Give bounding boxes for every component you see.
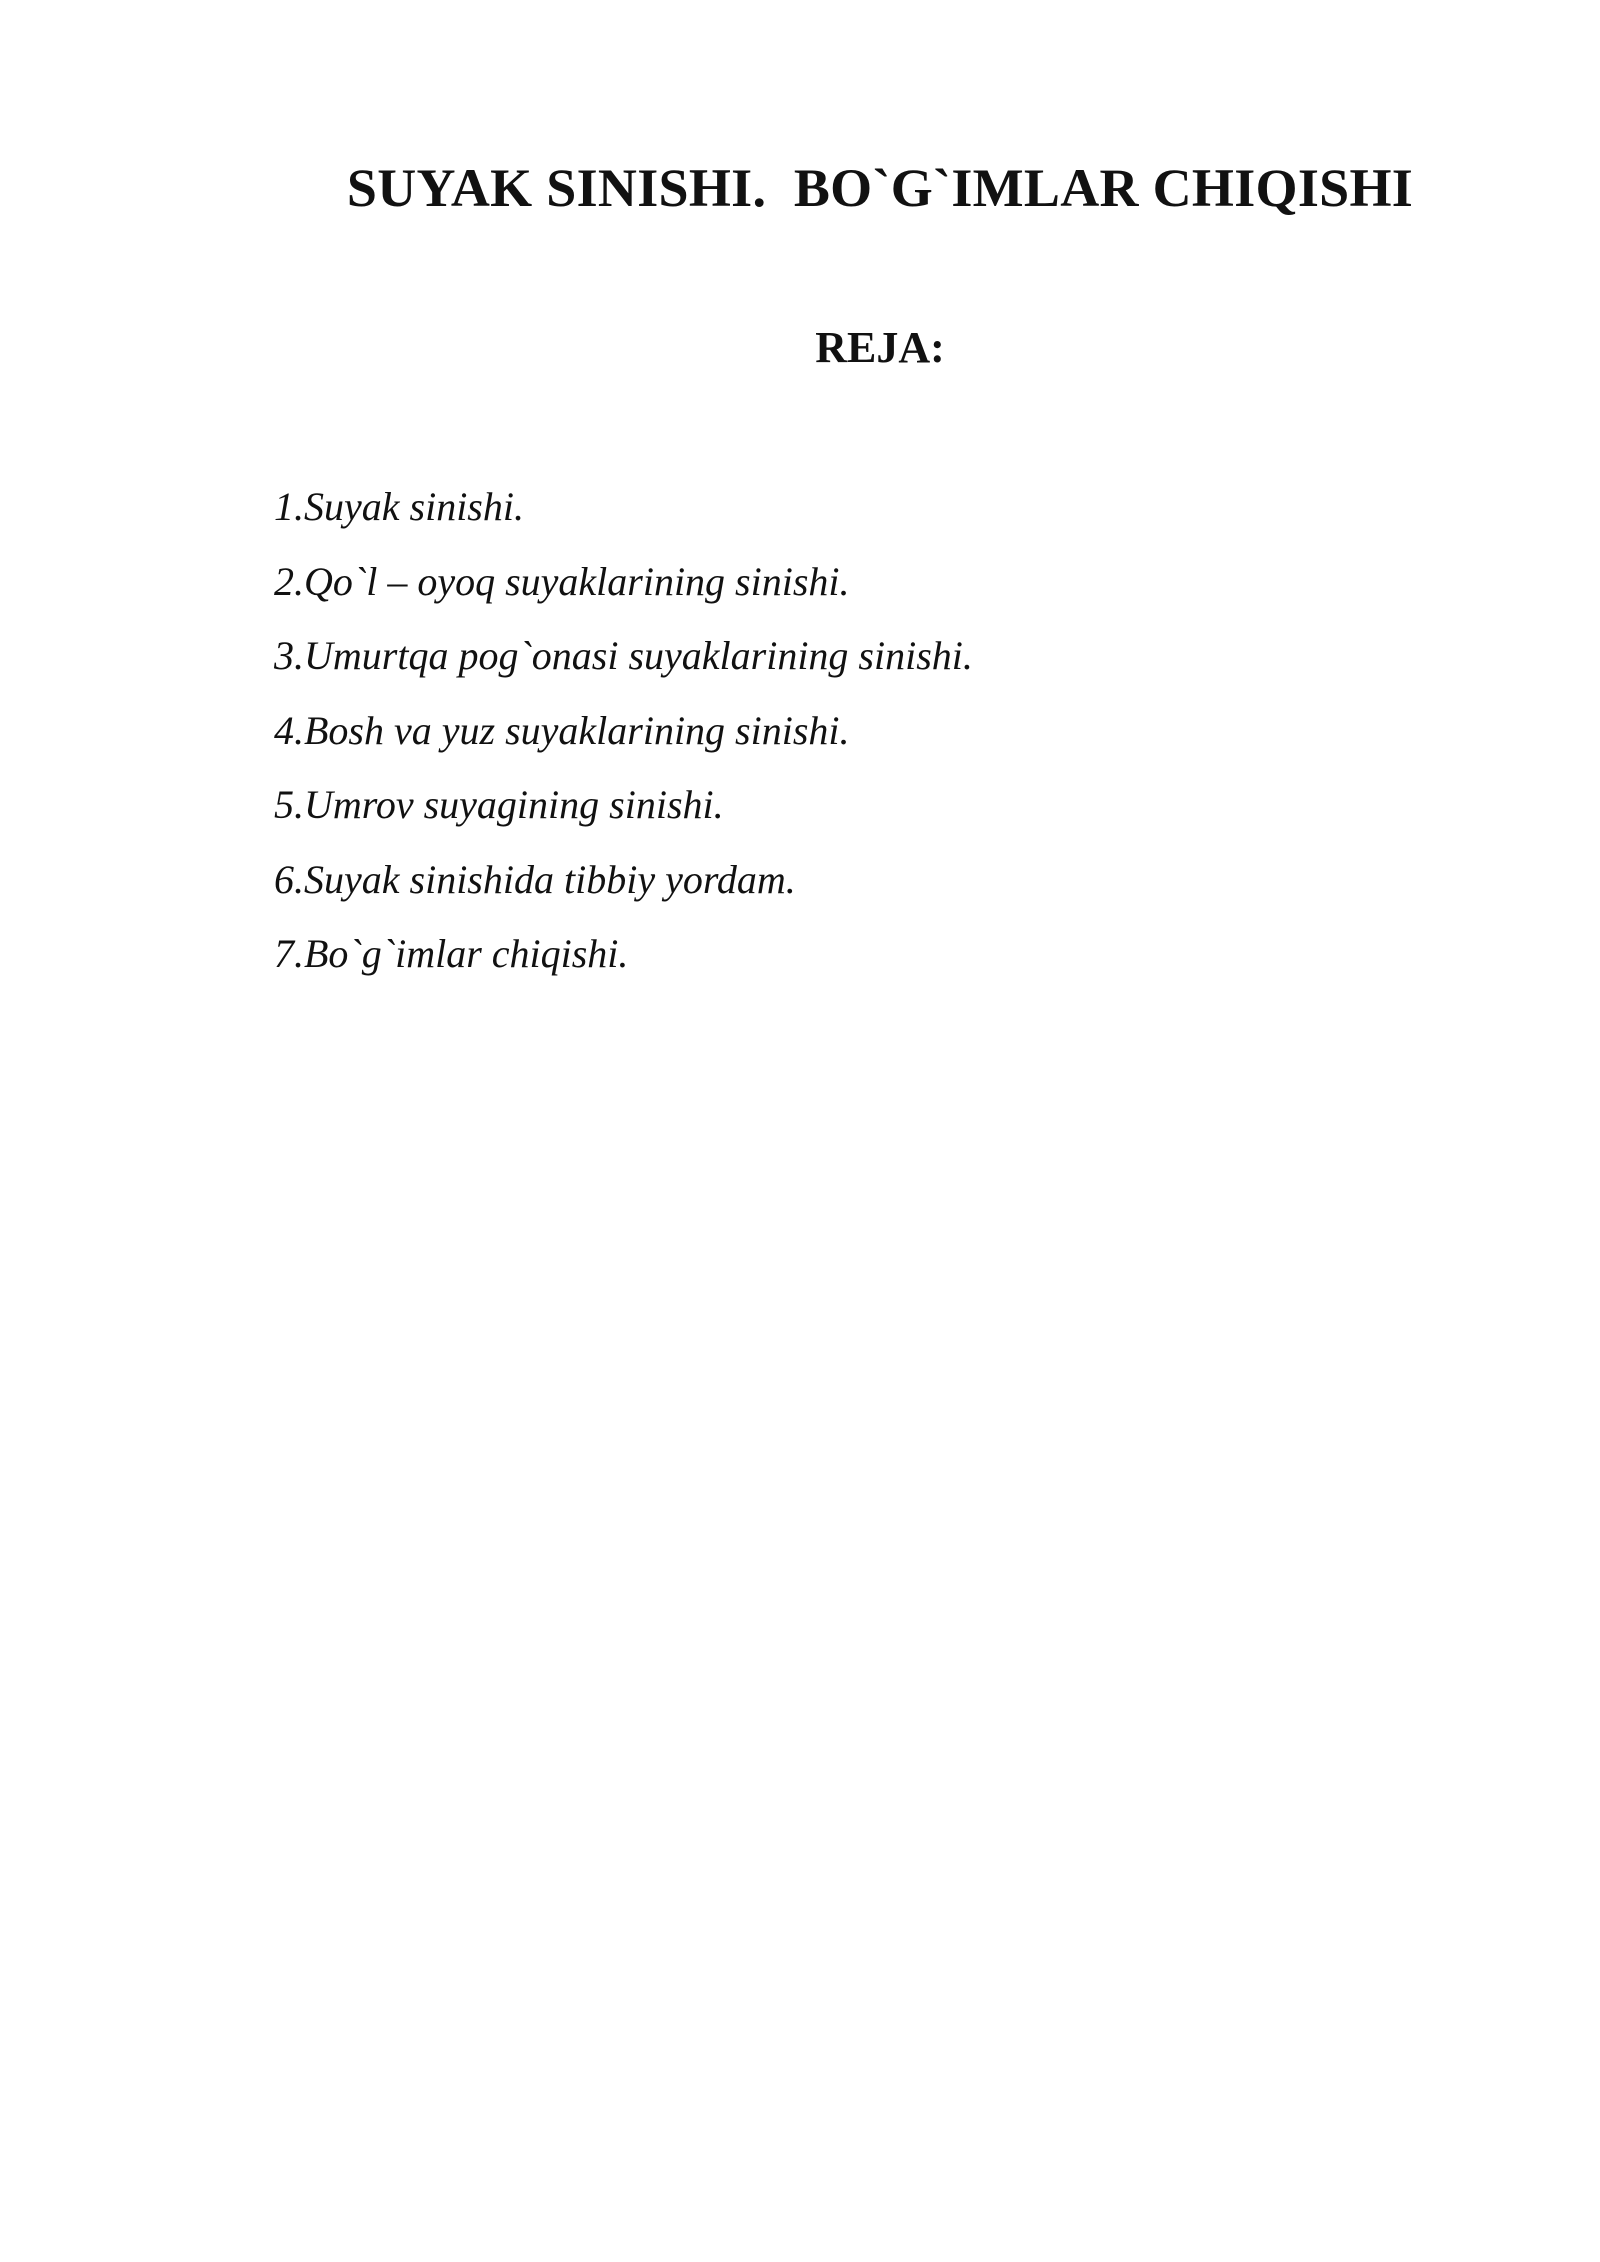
- plan-item: 6.Suyak sinishida tibbiy yordam.: [274, 856, 796, 902]
- plan-item: 5.Umrov suyagining sinishi.: [274, 782, 724, 827]
- plan-list: [274, 470, 973, 992]
- plan-item: 7.Bo`g`imlar chiqishi.: [274, 931, 629, 976]
- plan-heading: REJA:: [815, 323, 945, 372]
- plan-item: 2.Qo`l – oyoq suyaklarining sinishi.: [274, 558, 850, 604]
- plan-item: 1.Suyak sinishi.: [274, 484, 524, 529]
- page-title: SUYAK SINISHI. BO`G`IMLAR CHIQISHI: [346, 158, 1414, 218]
- plan-item: 3.Umurtqa pog`onasi suyaklarining sinishi.: [274, 633, 973, 678]
- plan-item: 4.Bosh va yuz suyaklarining sinishi.: [274, 707, 850, 753]
